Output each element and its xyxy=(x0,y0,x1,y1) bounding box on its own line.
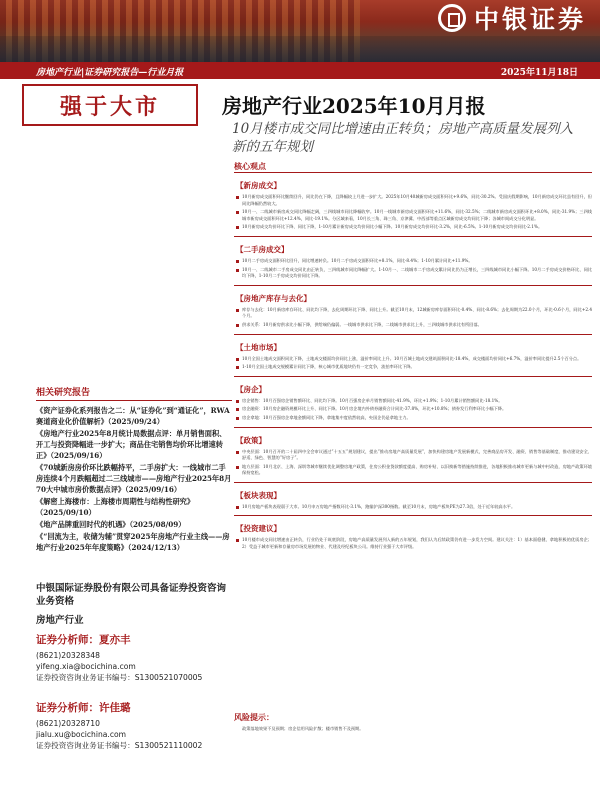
core-views-body xyxy=(234,172,592,556)
section xyxy=(234,172,592,231)
bullet-paragraph: 房企拿地：10月百强房企拿地金额同比下降，拿地集中度依然较高，央国企仍是拿地主力。 xyxy=(242,415,592,422)
report-date: 2025年11月18日 xyxy=(500,68,578,78)
analyst-title: 证券分析师：夏亦丰 xyxy=(36,634,131,646)
analyst-email[interactable]: jialu.xu@bocichina.com xyxy=(36,730,127,739)
section-title: 【 投资建议 】 xyxy=(234,523,283,534)
related-report-item[interactable]: 《房地产行业2025年8月统计局数据点评：单月销售面积、开工与投资降幅进一步扩大；商品住宅销售均价环比增速转正》（2025/09/16） xyxy=(36,429,227,460)
section xyxy=(234,285,592,329)
palace-wall-image xyxy=(0,36,600,62)
related-report-item[interactable]: 《“回流为主，收储为辅”贯穿2025年房地产行业主线——房地产行业2025年年度策略》（2024/12/13） xyxy=(36,532,230,552)
related-report-item[interactable]: 《地产品牌重回时代的机遇》（2025/08/09） xyxy=(36,520,186,529)
bullet-paragraph: 10月二手房成交面积环比回升，同比增速转负。10月二手房成交面积环比+8.1%，同比-8.4%；1-10月累计同比+11.9%。 xyxy=(242,258,592,265)
bullet-paragraph: 房企销售：10月百强房企销售额环比、同比均下降。10月百强房企单月销售额同比-41.9%，环比+1.9%；1-10月累计销售额同比-18.1%。 xyxy=(242,398,592,405)
analyst-block xyxy=(36,632,232,683)
core-views-label: 核心观点 xyxy=(234,161,266,171)
related-reports xyxy=(36,385,232,554)
bullet-paragraph: 10月楼市成交同比增速由正转负，行业仍处于筑底阶段，房地产高质量发展列入新的五年规划，我们认为后续政策仍有进一步发力空间。建议关注：1）基本面稳健、拿地积极的优质房企；2）受益于城市更新和存量房市场发展的物业、代建及经纪板块公司。维持行业强于大市评级。 xyxy=(242,537,592,550)
bullet-paragraph: 10月房地产板块表现弱于大市。10月申万房地产指数环比-3.1%，跑输沪深300指数。截至10月末，房地产板块PE为27.3倍，处于近年较高水平。 xyxy=(242,504,592,511)
risk-text: 政策落地效果不及预期；房企信用风险扩散；楼市销售不及预期。 xyxy=(242,726,364,731)
section xyxy=(234,515,592,550)
analyst-phone: (8621)20328348 xyxy=(36,651,100,660)
section-title: 【 板块表现 】 xyxy=(234,490,283,501)
section xyxy=(234,334,592,371)
analyst-block xyxy=(36,700,232,751)
bullet-paragraph: 中央层面：10月召开的二十届四中全会审议通过“十五五”规划建议，提出“推动房地产高质量发展”，加快构建房地产发展新模式，完善商品房开发、融资、销售等基础制度，推动建设安全、舒适、绿色、智慧的“好房子”。 xyxy=(242,448,592,461)
bullet-paragraph: 房企融资：10月房企融资规模环比上升、同比下降。10月房企境内外债券融资合计同比-37.8%，环比+10.8%；债券发行利率环比小幅下降。 xyxy=(242,406,592,413)
risk-section xyxy=(234,712,592,733)
bullet-paragraph: 10月全国土地成交面积同比下降，土地成交楼面均价同比上涨，溢价率同比上升。10月百城土地成交建筑面积同比-18.4%，成交楼面均价同比+6.7%，溢价率同比提升2.5个百分点。 xyxy=(242,356,592,363)
section xyxy=(234,427,592,477)
rating-badge: 强于大市 xyxy=(22,84,198,126)
boc-logo-icon xyxy=(438,4,466,32)
related-reports-title: 相关研究报告 xyxy=(36,385,232,401)
related-report-item[interactable]: 《解密上海楼市：上海楼市周期性与结构性研究》（2025/09/10） xyxy=(36,497,195,517)
section-title: 【 二手房成交 】 xyxy=(234,244,291,255)
bullet-paragraph: 10月新房成交均价环比下降、同比下降，1-10月累计新房成交均价同比小幅下降。10月新房成交均价环比-3.2%，同比-6.5%。1-10月新房成交均价同比-2.1%。 xyxy=(242,224,592,231)
section-title: 【 新房成交 】 xyxy=(234,180,283,191)
bullet-paragraph: 1-10月全国土地成交规模累计同比下降，核心城市优质地块仍有一定竞争，流拍率环比下降。 xyxy=(242,364,592,371)
section xyxy=(234,482,592,511)
bullet-paragraph: 10月新房成交面积环比继续回升，同比仍在下降，且降幅较上月进一步扩大。2025年10月40城新房成交面积环比+9.6%，同比-30.2%。受国庆假期影响，10月新房成交环比虽有回升，但同比降幅仍然较大。 xyxy=(242,194,592,206)
company-logo xyxy=(438,2,586,34)
bullet-paragraph: 10月一、二线城市新房成交同比降幅走阔，三四线城市同比降幅收窄。10月一线城市新房成交面积环比+11.6%，同比-32.5%；二线城市新房成交面积环比+8.0%，同比-31.9%；三四线城市新房成交面积环比+12.4%，同比-19.1%。分区域来看，10月长三角、珠三角、京津冀、中西部等重点区域新房成交均同比下降；各城市间成交分化明显。 xyxy=(242,209,592,221)
section-title: 【 政策 】 xyxy=(234,435,268,446)
analyst-phone: (8621)20328710 xyxy=(36,719,100,728)
related-report-item[interactable]: 《资产证券化系列报告之二：从“证券化”到“通证化”，RWA赛道商业化价值解析》（2025/09/24） xyxy=(36,406,230,426)
bullet-paragraph: 地方层面：10月北京、上海、深圳等城市继续优化调整房地产政策，住房公积金贷款额度提高、购房补贴、以旧换新等措施持续推进，各地积极推动城市更新与城中村改造，房地产政策环境保持宽松。 xyxy=(242,463,592,476)
section xyxy=(234,376,592,422)
company-name: 中银国际证券股份有限公司具备证券投资咨询业务资格 xyxy=(36,583,227,607)
analyst-license: 证券投资咨询业务证书编号：S1300521070005 xyxy=(36,673,203,682)
report-title: 房地产行业2025年10月月报 xyxy=(222,94,486,118)
report-subtitle: 10月楼市成交同比增速由正转负；房地产高质量发展列入新的五年规划 xyxy=(232,121,574,155)
bullet-paragraph: 供求关系：10月新房供求比小幅下降，供给端仍偏弱。一线城市供求比下降，二线城市供求比上升，三四线城市供求比有所回落。 xyxy=(242,322,592,329)
bullet-paragraph: 10月一、二线城市二手房成交同比由正转负，三四线城市同比降幅扩大。1-10月一、二线城市二手房成交累计同比仍为正增长，三四线城市同比小幅下降。10月二手房成交价格环比、同比均下降，1-10月二手房成交均价同比下降。 xyxy=(242,266,592,279)
cover-banner xyxy=(0,0,600,62)
analyst-license: 证券投资咨询业务证书编号：S1300521110002 xyxy=(36,741,203,750)
analyst-email[interactable]: yifeng.xia@bocichina.com xyxy=(36,662,136,671)
section-title: 【 房地产库存与去化 】 xyxy=(234,293,313,304)
bullet-paragraph: 库存与去化：10月新房库存环比、同比均下降，去化周期环比下降、同比上升。截至10月末，12城新房库存面积环比-0.4%、同比-8.6%；去化周期为22.0个月，环比-0.6个月，同比+2.4个月。 xyxy=(242,306,592,319)
related-report-item[interactable]: 《70城新房房价环比跌幅持平，二手房扩大：一线城市二手房连续4个月跌幅超过二三线城市——房地产行业2025年8月70大中城市房价数据点评》（2025/09/16） xyxy=(36,463,232,494)
section xyxy=(234,236,592,280)
risk-title: 风险提示： xyxy=(234,712,274,722)
logo-text: 中银证券 xyxy=(473,5,586,34)
section-title: 【 房企 】 xyxy=(234,384,268,395)
analyst-title: 证券分析师：许佳璐 xyxy=(36,702,131,714)
industry-label: 房地产行业 xyxy=(36,615,84,626)
report-category-bar xyxy=(0,62,600,79)
report-category: 房地产行业|证券研究报告—行业月报 xyxy=(36,68,184,78)
section-title: 【 土地市场 】 xyxy=(234,342,283,353)
